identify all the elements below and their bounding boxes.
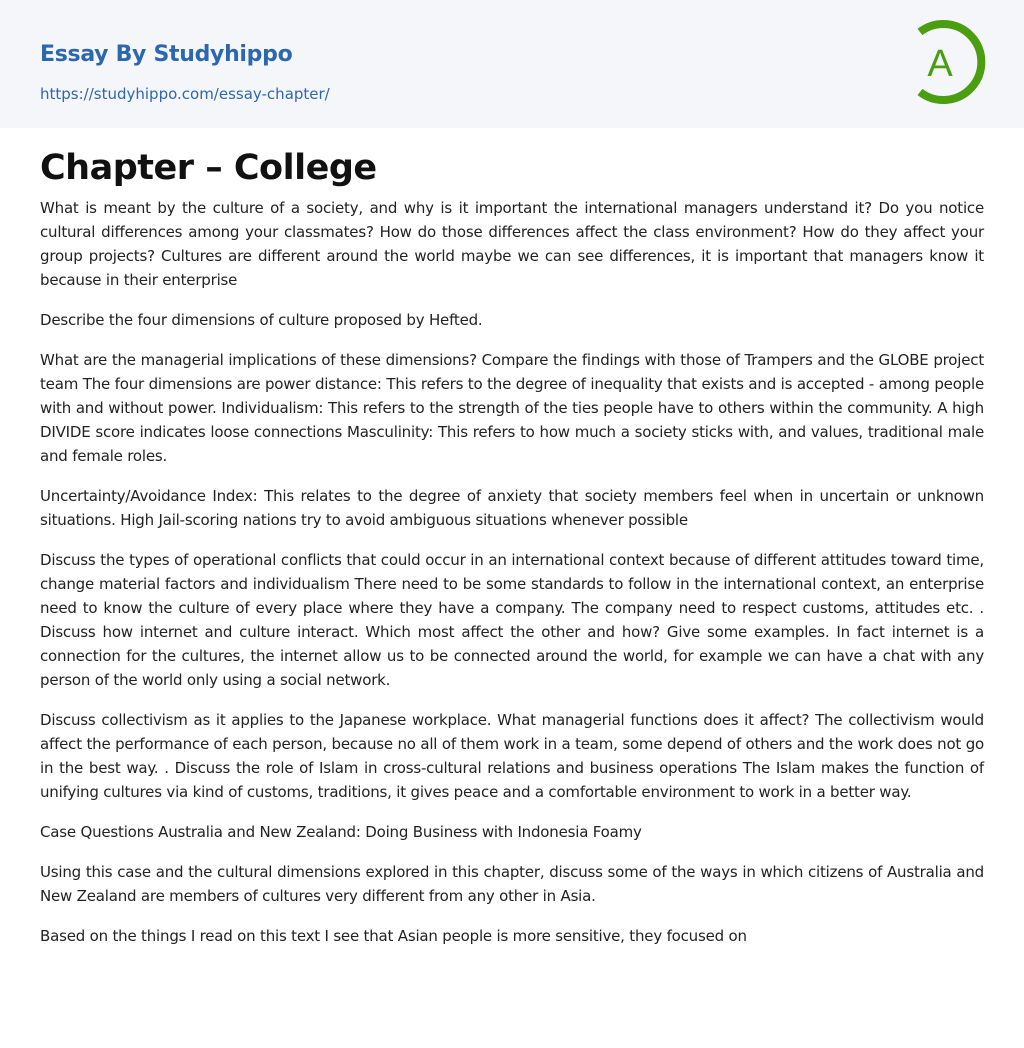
paragraph: Case Questions Australia and New Zealand: Doing Business with Indonesia Foamy xyxy=(40,823,642,841)
paragraph: Discuss collectivism as it applies to the Japanese workplace. What managerial functions does it affect? The collectivism would affect the performance of each person, because no all of them work in a team, some depend of others and the work does not go in the best way. . Discuss the role of Islam in cross-cultural relations and business operations The Islam makes the function of unifying cultures via kind of customs, traditions, it gives peace and a comfortable environment to work in a better way. xyxy=(40,711,984,801)
essay-url-link[interactable]: https://studyhippo.com/essay-chapter/ xyxy=(40,85,330,103)
paragraph: What is meant by the culture of a society, and why is it important the international managers understand it? Do you notice cultural differences among your classmates? How do those differences affect the class environment? How do they affect your group projects? Cultures are different around the world maybe we can see differences, it is important that managers know it because in their enterprise xyxy=(40,199,984,289)
paragraph: Based on the things I read on this text I see that Asian people is more sensitive, they focused on xyxy=(40,927,747,945)
article xyxy=(0,146,1024,948)
paragraph: Using this case and the cultural dimensions explored in this chapter, discuss some of the ways in which citizens of Australia and New Zealand are members of cultures very different from any other in Asia. xyxy=(40,863,984,905)
logo-letter: A xyxy=(927,43,953,85)
studyhippo-logo-icon[interactable] xyxy=(912,18,986,106)
page-title: Chapter – College xyxy=(40,148,377,188)
site-header xyxy=(0,0,1024,128)
paragraph: Describe the four dimensions of culture proposed by Hefted. xyxy=(40,311,483,329)
brand-title[interactable]: Essay By Studyhippo xyxy=(40,42,293,67)
paragraph: Uncertainty/Avoidance Index: This relates to the degree of anxiety that society members feel when in uncertain or unknown situations. High Jail-scoring nations try to avoid ambiguous situations whenever possible xyxy=(40,487,984,529)
paragraph: What are the managerial implications of these dimensions? Compare the findings with those of Trampers and the GLOBE project team The four dimensions are power distance: This refers to the degree of inequality that exists and is accepted - among people with and without power. Individualism: This refers to the strength of the ties people have to others within the community. A high DIVIDE score indicates loose connections Masculinity: This refers to how much a society sticks with, and values, traditional male and female roles. xyxy=(40,351,984,465)
paragraph: Discuss the types of operational conflicts that could occur in an international context because of different attitudes toward time, change material factors and individualism There need to be some standards to follow in the international context, an enterprise need to know the culture of every place where they have a company. The company need to respect customs, attitudes etc. . Discuss how internet and culture interact. Which most affect the other and how? Give some examples. In fact internet is a connection for the cultures, the internet allow us to be connected around the world, for example we can have a chat with any person of the world only using a social network. xyxy=(40,551,984,689)
